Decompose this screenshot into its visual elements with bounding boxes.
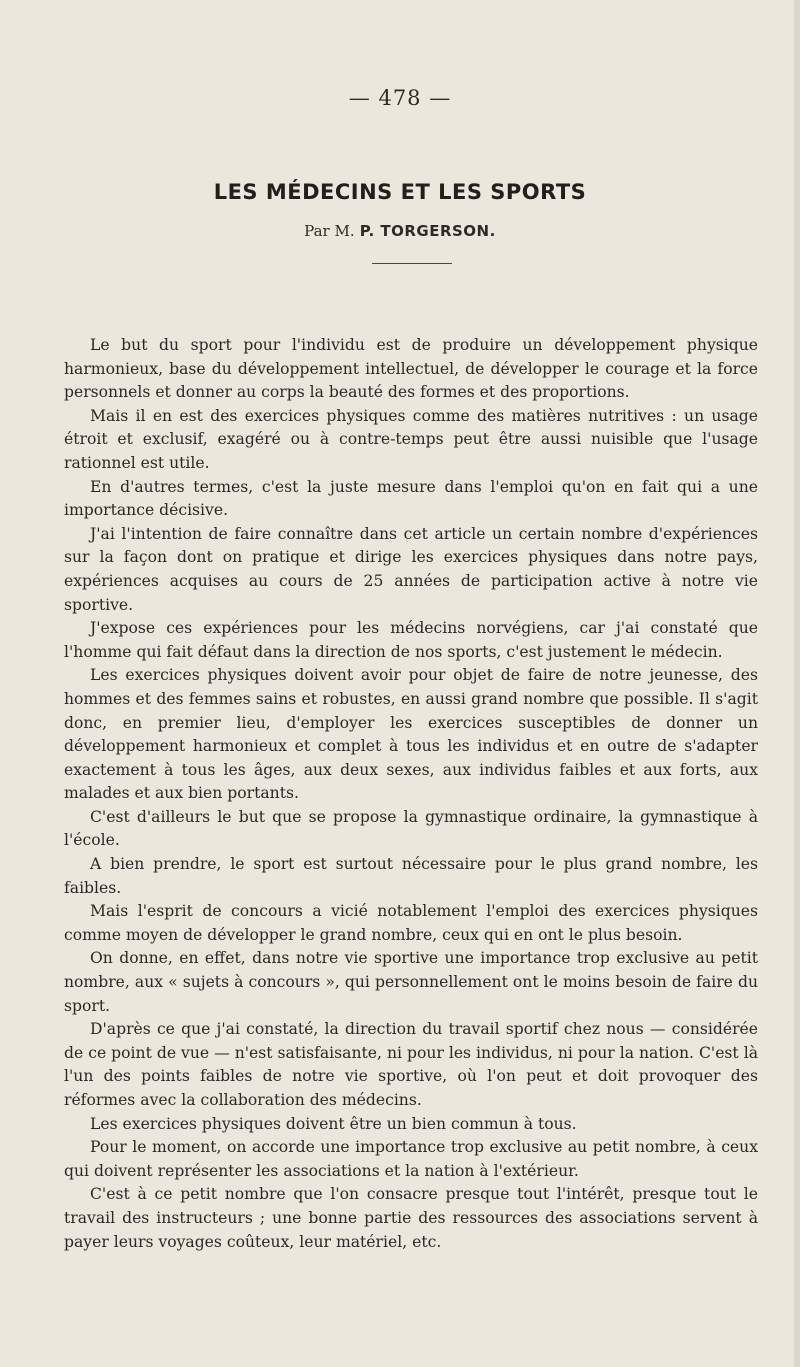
- paragraph: Le but du sport pour l'individu est de produire un développement physique harmonieux, base du développement intellectuel, de développer le courage et la force personnels et donner au corps la beauté des formes et des proportions.: [64, 336, 758, 402]
- paragraph: A bien prendre, le sport est surtout nécessaire pour le plus grand nombre, les faibles.: [64, 855, 758, 897]
- article-title: LES MÉDECINS ET LES SPORTS: [213, 180, 587, 204]
- paragraph: D'après ce que j'ai constaté, la direction du travail sportif chez nous — considérée de ce point de vue — n'est satisfaisante, ni pour les individus, ni pour la nation. C'est là l'un des points faibles de notre vie sportive, où l'on peut et doit provoquer des réformes avec la collaboration des médecins.: [64, 1020, 758, 1109]
- page-number: — 478 —: [348, 86, 452, 110]
- byline: [0, 221, 800, 240]
- article-body: [64, 334, 758, 1254]
- paragraph: Pour le moment, on accorde une importance trop exclusive au petit nombre, à ceux qui doivent représenter les associations et la nation à l'extérieur.: [64, 1138, 758, 1180]
- paragraph: J'expose ces expériences pour les médecins norvégiens, car j'ai constaté que l'homme qui fait défaut dans la direction de nos sports, c'est justement le médecin.: [64, 619, 758, 661]
- byline-author: P. TORGERSON.: [359, 222, 496, 240]
- paragraph: J'ai l'intention de faire connaître dans cet article un certain nombre d'expériences sur la façon dont on pratique et dirige les exercices physiques dans notre pays, expériences acquises au cours de 25 années de participation active à notre vie sportive.: [64, 524, 758, 614]
- title-divider: [372, 263, 452, 264]
- paragraph: Mais il en est des exercices physiques comme des matières nutritives : un usage étroit et exclusif, exagéré ou à contre-temps peut être aussi nuisible que l'usage rationnel est utile.: [64, 406, 758, 472]
- paragraph: On donne, en effet, dans notre vie sportive une importance trop exclusive au petit nombre, aux « sujets à concours », qui personnellement ont le moins besoin de faire du sport.: [64, 949, 758, 1015]
- paragraph: C'est à ce petit nombre que l'on consacre presque tout l'intérêt, presque tout le travail des instructeurs ; une bonne partie des ressources des associations servent à payer leurs voyages coûteux, leur matériel, etc.: [64, 1185, 758, 1251]
- paragraph: Les exercices physiques doivent avoir pour objet de faire de notre jeunesse, des hommes et des femmes sains et robustes, en aussi grand nombre que possible. Il s'agit donc, en premier lieu, d'employer les exercices susceptibles de donner un développement harmonieux et complet à tous les individus et en outre de s'adapter exactement à tous les âges, aux deux sexes, aux individus faibles et aux forts, aux malades et aux bien portants.: [64, 666, 758, 803]
- paragraph: Les exercices physiques doivent être un bien commun à tous.: [90, 1114, 577, 1133]
- paragraph: Mais l'esprit de concours a vicié notablement l'emploi des exercices physiques comme moyen de développer le grand nombre, ceux qui en ont le plus besoin.: [64, 902, 758, 944]
- paragraph: En d'autres termes, c'est la juste mesure dans l'emploi qu'on en fait qui a une importance décisive.: [64, 477, 758, 520]
- page-edge: [794, 0, 800, 1367]
- paragraph: C'est d'ailleurs le but que se propose la gymnastique ordinaire, la gymnastique à l'école.: [64, 807, 758, 850]
- byline-prefix: Par M.: [304, 222, 355, 240]
